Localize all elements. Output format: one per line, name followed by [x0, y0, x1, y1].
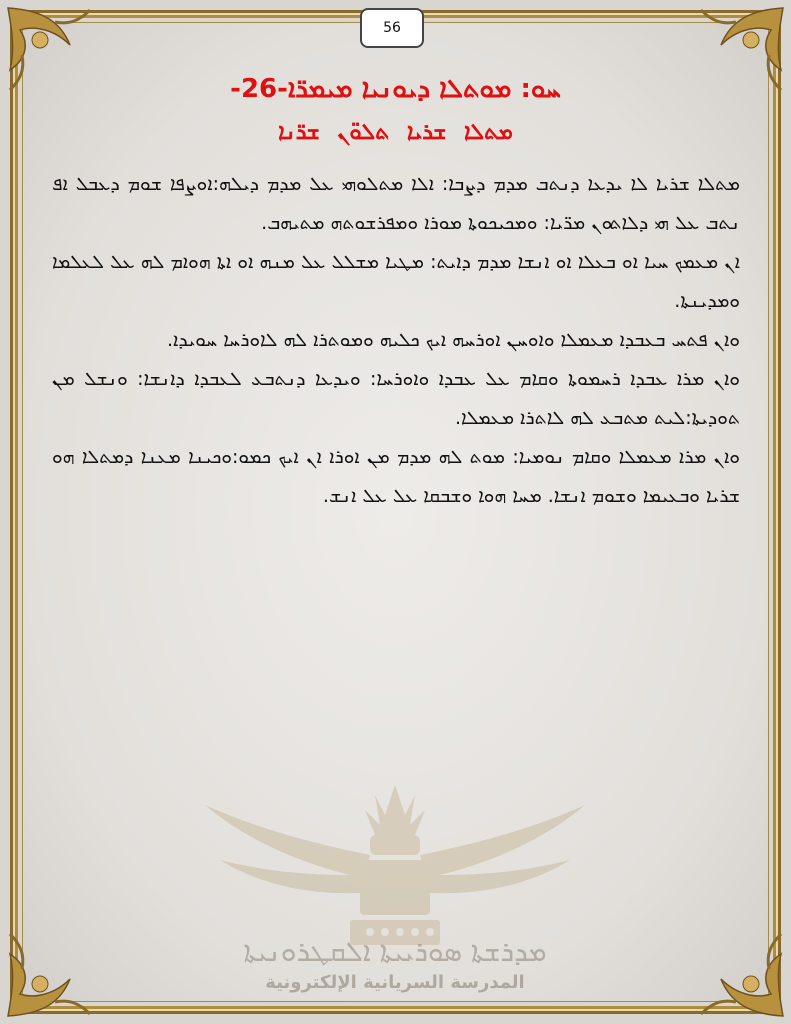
- corner-ornament-icon: [0, 914, 110, 1024]
- corner-ornament-icon: [681, 914, 791, 1024]
- page-number: 56: [360, 8, 424, 48]
- paragraph: ܘܐܢ ܡܪܐ ܥܒܕܐ ܪܚܡܘܬܐ ܘܩܐܡ ܥܠ ܥܒܕܐ ܘܐܘܪܚܐ: ܘܝܕܥܐ ܕܢܬܒܥ ܠܥܒܕܐ ܕܐܢܫܐ: ܘܢܫܠ ܡܢ ܬܘܕܝܬܐ:ܠܝܬ ܡܬܒܥ ܠܗ ܠܐܬܪܐ ܡܥܡܠܐ.: [52, 368, 740, 429]
- lesson-subtitle: ܡܬܠܐ ܫܪܝܐ ܬܠܘ̈ܢ ܫܪ̈ܢܐ: [278, 120, 513, 145]
- lesson-title: ܚܘ: ܡܘܬܠܐ ܕܝܘܢܝܐ ܡܝܡܪ̈ܐ-26-: [230, 74, 561, 104]
- paragraph: ܘܐܢ ܦܬܚ ܒܥܒܕܐ ܡܥܡܠܐ ܘܐܘܚܢ ܐܘܪܚܗ ܐܝܟ ܟܠܝܗ ܘܡܘܬܪܐ ܠܗ ܠܐܘܪܚܐ ܚܘܝܕܐ.: [166, 329, 740, 351]
- watermark-arabic: المدرسة السريانية الإلكترونية: [265, 972, 525, 993]
- paragraph: ܡܬܠܐ ܫܪܝܐ ܠܐ ܝܕܥܐ ܕܢܬܒ ܡܕܡ ܕܨܒܐ: ܐܠܐ ܡܬܠܘܗܝ ܥܠ ܡܕܡ ܕܝܠܗ:ܐܘܨܦܐ ܫܘܡ ܕܥܒܠ ܐܦ ܢܬܒ ܥܠ ܗܝ ܕܠܐܬܘܢ ܡܪ̈ܝܐ: ܘܡܟܝܟܘܬܐ ܡܘܪܐ ܘܡܦܪܫܘܬܗ ܡܬܝܗܒ.: [52, 173, 740, 234]
- paragraph: ܐܢ ܡܥܡܟ ܚܝܐ ܐܘ ܒܥܠܐ ܐܘ ܐܢܫܐ ܡܕܡ ܕܐܝܬ: ܡܛܝܐ ܡܫܠܠ ܥܠ ܡܢܗ ܐܘ ܐܬܐ ܗܘܐܡ ܠܗ ܥܠ ܠܥܠܡܐ ܘܡܕܝܢܬܐ.: [52, 251, 740, 312]
- paragraph: ܘܐܢ ܡܪܐ ܡܥܡܠܐ ܘܩܐܡ ܢܘܡܝܐ: ܡܘܬ ܠܗ ܡܕܡ ܡܢ ܐܘܪܐ ܐܢ ܐܝܟ ܟܡܘ:ܘܟܝܢܐ ܡܥܢܐ ܕܡܬܠܐ ܗܘ ܫܪܝܐ ܘܒܥܝܡܐ ܘܫܘܡ ܐܢܫܐ. ܡܚܐ ܗܘܐ ܘܫܒܩܐ ܥܠ ܥܠ ܐܢܫ.: [52, 446, 740, 507]
- body-text: [52, 165, 740, 516]
- watermark-syriac: ܡܕܪܫܬܐ ܣܘܪܝܝܬܐ ܐܠܩܛܪܘܢܝܬܐ: [243, 935, 547, 968]
